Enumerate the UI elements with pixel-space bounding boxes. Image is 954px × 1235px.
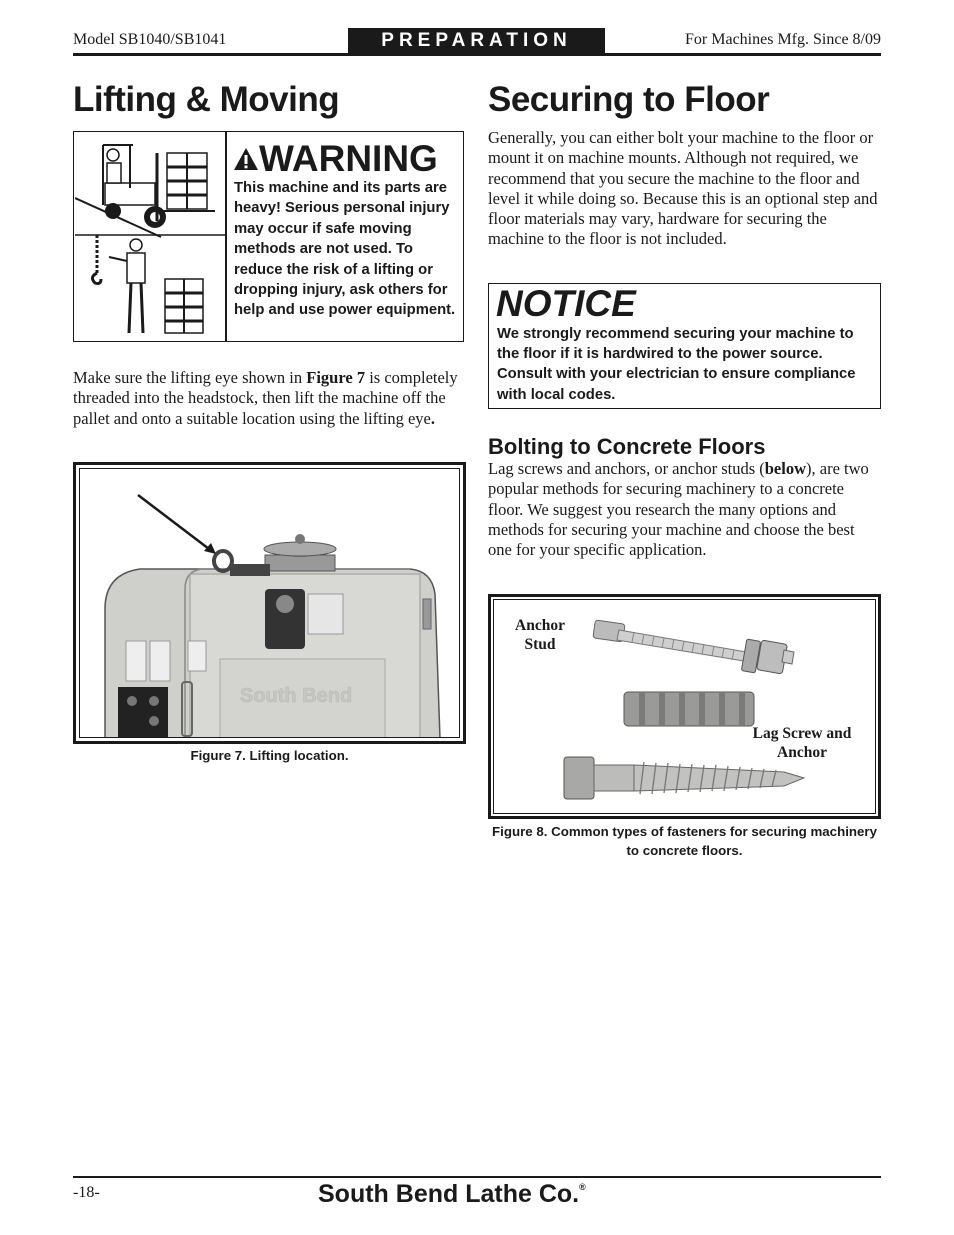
below-reference: below	[764, 459, 806, 478]
machine-headstock-icon	[80, 469, 460, 738]
bolting-text-1: Lag screws and anchors, or anchor studs (	[488, 459, 765, 478]
section-badge: PREPARATION	[348, 28, 605, 54]
brand-embossed-text: South Bend	[240, 685, 353, 707]
footer-brand	[318, 1180, 586, 1209]
lag-anchor-icon	[624, 692, 754, 726]
warning-title-text: WARNING	[259, 138, 438, 179]
securing-heading: Securing to Floor	[488, 80, 770, 119]
lifting-period: .	[430, 408, 435, 428]
figure-8-image	[493, 599, 876, 814]
lifting-text-1: Make sure the lifting eye shown in	[73, 368, 307, 387]
figure-7-caption: Figure 7. Lifting location.	[190, 748, 349, 763]
notice-text: We strongly recommend securing your machine to the floor if it is hardwired to the power source. Consult with your electrician to ensure compliance with local codes.	[497, 326, 856, 403]
warning-divider	[225, 131, 227, 342]
warning-triangle-icon	[233, 146, 259, 172]
bolting-text-2: ), are two popular methods for securing machinery to a concrete floor. We suggest you research the many options and methods for securing your machine and choose the best one for your specific application.	[488, 459, 869, 560]
figure-7-image	[79, 468, 460, 738]
header-rule	[73, 53, 881, 56]
warning-text: This machine and its parts are heavy! Serious personal injury may occur if safe moving methods are not used. To reduce the risk of a lifting or dropping injury, ask others for help and use power equipment.	[234, 180, 456, 319]
registered-mark: ®	[579, 1182, 586, 1192]
lifting-heading: Lifting & Moving	[73, 80, 340, 119]
header-model: Model SB1040/SB1041	[73, 31, 227, 48]
notice-title: NOTICE	[496, 283, 636, 324]
bolting-heading: Bolting to Concrete Floors	[488, 434, 766, 459]
bolting-paragraph	[488, 459, 881, 560]
brand-name: South Bend Lathe Co.	[318, 1180, 580, 1208]
lag-screw-icon	[564, 757, 804, 799]
header-since: For Machines Mfg. Since 8/09	[685, 31, 881, 48]
securing-intro: Generally, you can either bolt your machine to the floor or mount it on machine mounts. Although not required, we recommend that you secure the machine to the floor and level it while doing so. Because this is an optional step and floor materials may vary, hardware for securing the machine to the floor is not included.	[488, 128, 878, 249]
anchor-stud-label: Anchor Stud	[515, 617, 565, 653]
lifting-paragraph	[73, 368, 463, 429]
warning-title	[233, 138, 438, 180]
anchor-stud-icon	[593, 620, 794, 674]
figure-7-reference: Figure 7	[306, 368, 366, 387]
page-number: -18-	[73, 1184, 100, 1201]
figure-8-caption: Figure 8. Common types of fasteners for securing machinery to concrete floors.	[492, 824, 877, 858]
lag-screw-label: Lag Screw and Anchor	[752, 725, 852, 761]
lifting-illustration-icon	[75, 133, 225, 340]
lifting-text-2: is completely threaded into the headstock, then lift the machine off the pallet and onto a suitable location using the lifting eye	[73, 368, 458, 428]
footer-rule	[73, 1176, 881, 1178]
